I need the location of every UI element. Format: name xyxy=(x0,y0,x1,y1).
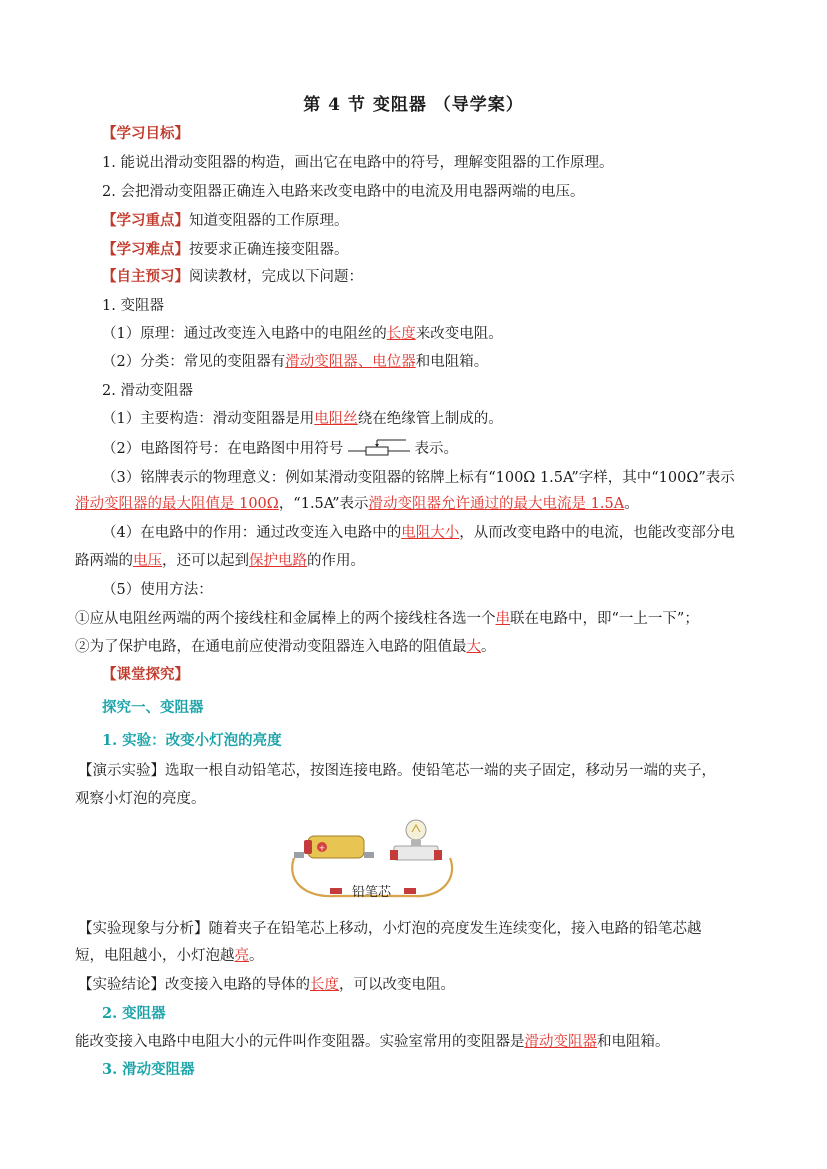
observation-line-2 xyxy=(75,946,264,966)
demo-text: 选取一根自动铅笔芯，按图连接电路。使铅笔芯一端的夹子固定，移动另一端的夹子， xyxy=(165,763,716,779)
role-text-5: 的作用。 xyxy=(307,553,365,569)
demo-line-2: 观察小灯泡的亮度。 xyxy=(75,791,206,807)
difficulty-tag: 【学习难点】 xyxy=(102,241,189,258)
difficulty-point xyxy=(102,240,349,260)
conclusion-tail: ，可以改变电阻。 xyxy=(339,977,455,993)
usage2-text: ②为了保护电路，在通电前应使滑动变阻器连入电路的阻值最 xyxy=(75,639,467,655)
preview-heading xyxy=(102,267,363,287)
explore-1-text: 探究一、变阻器 xyxy=(102,699,204,716)
plate-answer-2: 滑动变阻器允许通过的最大电流是 1.5A xyxy=(368,496,625,512)
demo-tag: 【演示实验】 xyxy=(78,763,165,779)
lamp-bulb-icon xyxy=(406,820,426,840)
explore-1-heading xyxy=(102,698,204,718)
figure-label: 铅笔芯 xyxy=(352,885,392,900)
section-3-heading xyxy=(102,1060,195,1080)
plate-end: 。 xyxy=(624,496,639,512)
class-tail: 和电阻箱。 xyxy=(415,354,489,370)
section-rheostat: 1. 变阻器 xyxy=(102,298,164,314)
plate-line-2 xyxy=(75,494,639,514)
usage1-tail: 联在电路中，即“一上一下”； xyxy=(510,611,699,627)
role-text-3: 路两端的 xyxy=(75,553,133,569)
observation-end: 。 xyxy=(249,948,264,964)
section-sliding-rheostat: 2. 滑动变阻器 xyxy=(102,383,193,399)
observation-tag: 【实验现象与分析】 xyxy=(78,921,209,937)
class-separator: 、 xyxy=(357,354,373,370)
rheostat-symbol-icon xyxy=(348,438,410,456)
goals-heading xyxy=(102,124,189,144)
usage1-answer: 串 xyxy=(495,611,510,627)
class-text: （2）分类：常见的变阻器有 xyxy=(102,354,286,370)
class-explore-heading xyxy=(102,665,189,685)
conclusion-tag: 【实验结论】 xyxy=(78,977,165,993)
class-answer-1: 滑动变阻器 xyxy=(285,354,358,370)
experiment-title: 1. 实验：改变小灯泡的亮度 xyxy=(102,732,282,749)
preview-text: 阅读教材，完成以下问题： xyxy=(189,269,363,285)
section-2-title: 2. 变阻器 xyxy=(102,1005,166,1022)
goals-tag: 【学习目标】 xyxy=(102,125,189,142)
principle-tail: 来改变电阻。 xyxy=(415,326,503,342)
goal-item-2: 2. 会把滑动变阻器正确连入电路来改变电路中的电流及用电器两端的电压。 xyxy=(102,184,585,200)
usage-item-2 xyxy=(75,637,496,657)
role-text: （4）在电路中的作用：通过改变连入电路中的 xyxy=(102,525,402,541)
conclusion-text: 改变接入电路的导体的 xyxy=(165,977,310,993)
principle-line xyxy=(102,324,503,344)
difficulty-text: 按要求正确连接变阻器。 xyxy=(189,242,349,258)
symbol-tail: 表示。 xyxy=(414,441,458,457)
usage2-tail: 。 xyxy=(481,639,496,655)
conclusion-line xyxy=(78,975,455,995)
experiment-heading xyxy=(102,731,282,751)
structure-line xyxy=(102,409,503,429)
section-3-title: 3. 滑动变阻器 xyxy=(102,1061,195,1078)
usage-title: （5）使用方法： xyxy=(102,582,213,598)
structure-text: （1）主要构造：滑动变阻器是用 xyxy=(102,411,315,427)
principle-text: （1）原理：通过改变连入电路中的电阻丝的 xyxy=(102,326,387,342)
key-point xyxy=(102,211,349,231)
section-2-heading xyxy=(102,1004,166,1024)
role-text-4: ，还可以起到 xyxy=(162,553,249,569)
svg-text:+: + xyxy=(318,843,326,853)
observation-answer: 亮 xyxy=(234,948,249,964)
goal-item-1: 1. 能说出滑动变阻器的构造，画出它在电路中的符号，理解变阻器的工作原理。 xyxy=(102,155,614,171)
preview-tag: 【自主预习】 xyxy=(102,268,189,285)
role-line xyxy=(102,523,735,543)
lamp-base-icon xyxy=(394,846,438,860)
principle-answer: 长度 xyxy=(386,326,416,342)
role-text-2: ，从而改变电路中的电流，也能改变部分电 xyxy=(459,525,735,541)
observation-text: 随着夹子在铅笔芯上移动，小灯泡的亮度发生连续变化，接入电路的铅笔芯越 xyxy=(208,921,702,937)
classification-line xyxy=(102,352,488,372)
key-text: 知道变阻器的工作原理。 xyxy=(189,213,349,229)
section-2-tail: 和电阻箱。 xyxy=(597,1034,670,1050)
key-tag: 【学习重点】 xyxy=(102,212,189,229)
demo-line xyxy=(78,761,716,781)
usage-item-1 xyxy=(75,609,699,629)
section-2-answer: 滑动变阻器 xyxy=(524,1034,597,1050)
symbol-line xyxy=(102,438,458,459)
symbol-text: （2）电路图符号：在电路图中用符号 xyxy=(102,441,344,457)
battery-icon xyxy=(308,836,364,858)
page-title: 第 4 节 变阻器 （导学案） xyxy=(303,95,524,115)
observation-line xyxy=(78,919,702,939)
section-2-body: 能改变接入电路中电阻大小的元件叫作变阻器。实验室常用的变阻器是 xyxy=(75,1034,525,1050)
structure-tail: 绕在绝缘管上制成的。 xyxy=(357,411,503,427)
role-answer-3: 保护电路 xyxy=(249,553,307,569)
observation-text-2: 短，电阻越小，小灯泡越 xyxy=(75,948,235,964)
section-2-text xyxy=(75,1032,670,1052)
plate-answer-1: 滑动变阻器的最大阻值是 100Ω xyxy=(75,496,279,512)
plate-line: （3）铭牌表示的物理意义：例如某滑动变阻器的铭牌上标有“100Ω 1.5A”字样，其中“100Ω”表示 xyxy=(102,470,735,486)
structure-answer: 电阻丝 xyxy=(314,411,358,427)
class-answer-2: 电位器 xyxy=(372,354,416,370)
usage2-answer: 大 xyxy=(466,639,481,655)
role-answer-1: 电阻大小 xyxy=(401,525,460,541)
usage1-text: ①应从电阻丝两端的两个接线柱和金属棒上的两个接线柱各选一个 xyxy=(75,611,496,627)
role-line-2 xyxy=(75,551,365,571)
plate-text-2: ，“1.5A”表示 xyxy=(278,496,369,512)
role-answer-2: 电压 xyxy=(133,553,162,569)
conclusion-answer: 长度 xyxy=(310,977,339,993)
class-explore-tag: 【课堂探究】 xyxy=(102,666,189,683)
